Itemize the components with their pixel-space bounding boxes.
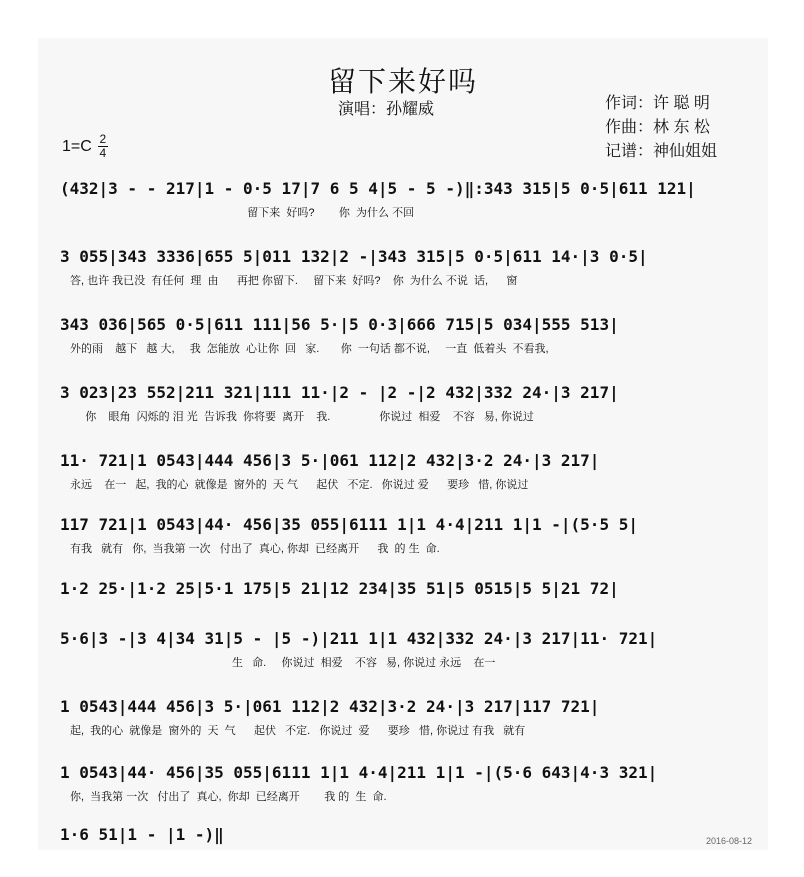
lyric-line: 外的雨 越下 越 大, 我 怎能放 心让你 回 家. 你 一句话 都不说, 一直 低着头 不看我, <box>70 343 549 355</box>
score-row <box>60 314 766 357</box>
score-row <box>60 246 766 289</box>
score-row <box>60 382 766 425</box>
time-bottom: 4 <box>99 146 107 160</box>
notation-line: 3 023|23 552|211 321|111 11·|2 - |2 -|2 432|332 24·|3 217| <box>60 383 619 402</box>
score-row <box>60 178 766 221</box>
notation-line: 1 0543|44· 456|35 055|6111 1|1 4·4|211 1|1 -|(5·6 643|4·3 321| <box>60 763 658 782</box>
lyricist-credit: 作词：许 聪 明 <box>605 95 710 112</box>
lyric-line: 永远 在一 起, 我的心 就像是 窗外的 天 气 起伏 不定. 你说过 爱 要珍 惜, 你说过 <box>70 479 529 491</box>
lyric-line: 生 命. 你说过 相爱 不容 易, 你说过 永远 在一 <box>70 657 496 669</box>
notation-line: 3 055|343 3336|655 5|011 132|2 -|343 315|5 0·5|611 14·|3 0·5| <box>60 247 648 266</box>
notation-line: 5·6|3 -|3 4|34 31|5 - |5 -)|211 1|1 432|332 24·|3 217|11· 721| <box>60 629 658 648</box>
transcriber-credit: 记谱：神仙姐姐 <box>605 143 718 160</box>
transcription-date: 2016-08-12 <box>705 836 752 846</box>
lyric-line: 有我 就有 你, 当我第 一次 付出了 真心, 你却 已经离开 我 的 生 命. <box>70 543 440 555</box>
key-signature <box>62 134 108 159</box>
score-row <box>60 696 766 739</box>
lyric-line: 你 眼角 闪烁的 泪 光 告诉我 你将要 离开 我. 你说过 相爱 不容 易, 你说过 <box>70 411 534 423</box>
notation-line: 343 036|565 0·5|611 111|56 5·|5 0·3|666 715|5 034|555 513| <box>60 315 619 334</box>
song-title: 留下来好吗 <box>327 66 478 97</box>
lyric-line: 答, 也许 我已没 有任何 理 由 再把 你留下. 留下来 好吗? 你 为什么 不说 话, 窗 <box>70 275 518 287</box>
score-row <box>60 514 766 557</box>
time-top: 2 <box>99 132 107 146</box>
lyric-line: 起, 我的心 就像是 窗外的 天 气 起伏 不定. 你说过 爱 要珍 惜, 你说过 有我 就有 <box>70 725 526 737</box>
singer-credit: 演唱：孙耀威 <box>338 101 435 118</box>
score-row <box>60 450 766 493</box>
key-label: 1=C <box>62 137 92 155</box>
score-row <box>60 824 766 847</box>
notation-line: 117 721|1 0543|44· 456|35 055|6111 1|1 4·4|211 1|1 -|(5·5 5| <box>60 515 638 534</box>
lyric-line <box>60 605 766 621</box>
lyric-line: 你, 当我第 一次 付出了 真心, 你却 已经离开 我 的 生 命. <box>70 791 387 803</box>
time-signature <box>98 134 108 159</box>
score-sheet <box>38 38 768 850</box>
notation-line: 1 0543|444 456|3 5·|061 112|2 432|3·2 24·|3 217|117 721| <box>60 697 600 716</box>
notation-line: 11· 721|1 0543|444 456|3 5·|061 112|2 432|3·2 24·|3 217| <box>60 451 600 470</box>
score-row <box>60 628 766 671</box>
notation-line: (432|3 - - 217|1 - 0·5 17|7 6 5 4|5 - 5 -)‖:343 315|5 0·5|611 121| <box>60 179 696 198</box>
notation-line: 1·2 25·|1·2 25|5·1 175|5 21|12 234|35 51|5 0515|5 5|21 72| <box>60 579 619 598</box>
lyric-line: 留下来 好吗? 你 为什么 不回 <box>70 207 415 219</box>
notation-line: 1·6 51|1 - |1 -)‖ <box>60 825 224 844</box>
composer-credit: 作曲：林 东 松 <box>605 119 710 136</box>
score-row <box>60 578 766 621</box>
score-row <box>60 762 766 805</box>
